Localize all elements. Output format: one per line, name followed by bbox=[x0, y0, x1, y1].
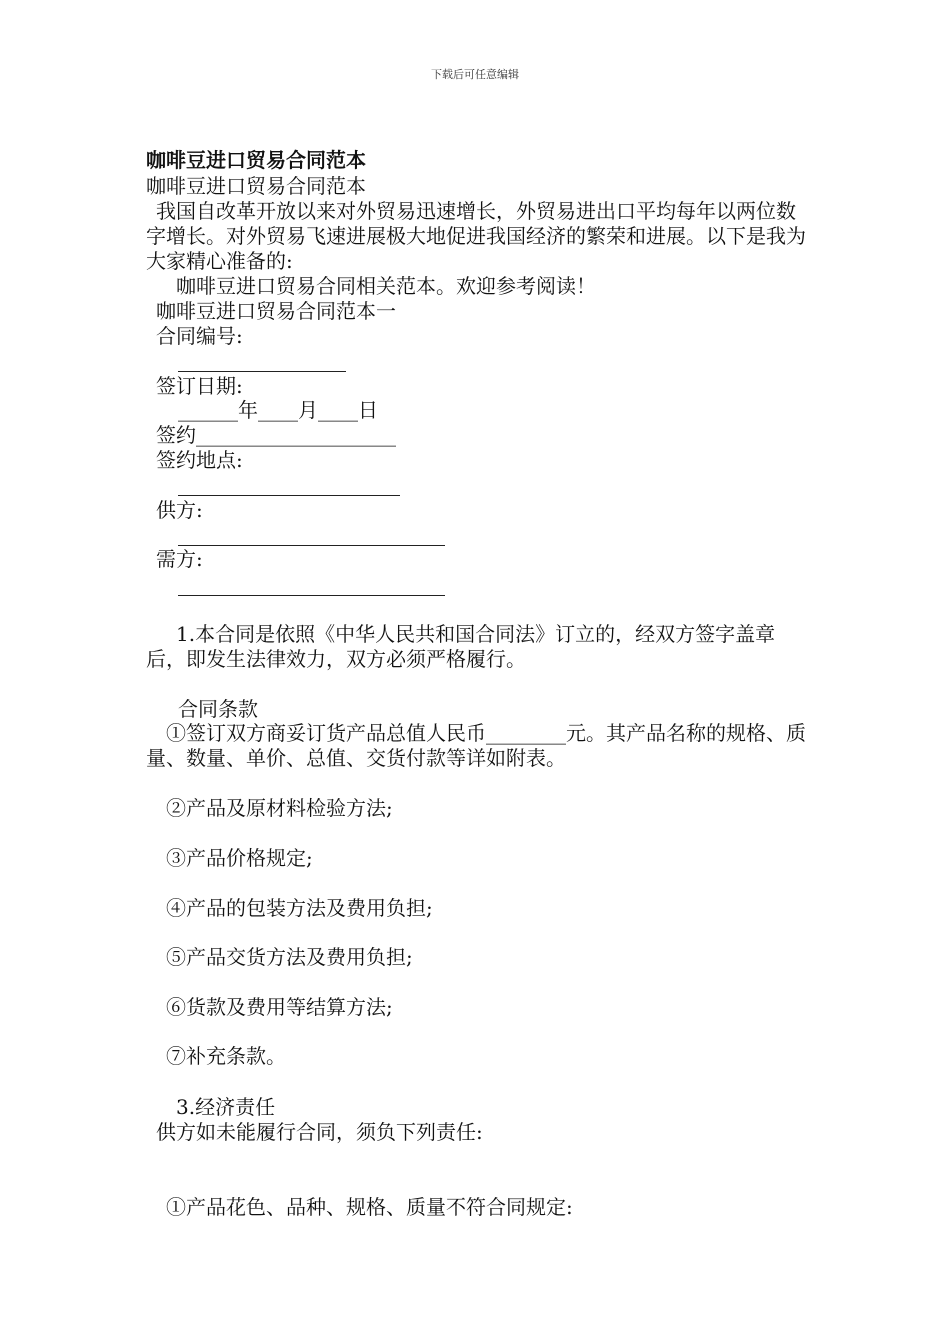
page-header-note: 下载后可任意编辑 bbox=[431, 68, 519, 81]
document-title: 咖啡豆进口贸易合同范本 bbox=[146, 148, 366, 172]
duty-1: ①产品花色、品种、规格、质量不符合同规定: bbox=[166, 1195, 573, 1219]
supplier-duty: 供方如未能履行合同，须负下列责任: bbox=[156, 1120, 483, 1144]
sign-place-label: 签约地点: bbox=[156, 448, 243, 472]
date-fill-line: ______年____月____日 bbox=[178, 398, 378, 422]
term-7: ⑦补充条款。 bbox=[166, 1044, 286, 1068]
section-3-heading: 3.经济责任 bbox=[176, 1095, 276, 1119]
contract-number-label: 合同编号: bbox=[156, 324, 243, 348]
supplier-line bbox=[178, 545, 445, 546]
terms-heading: 合同条款 bbox=[178, 697, 258, 721]
supplier-label: 供方: bbox=[156, 498, 203, 522]
document-subtitle: 咖啡豆进口贸易合同范本 bbox=[146, 174, 366, 198]
sign-label: 签约____________________ bbox=[156, 423, 396, 447]
contract-number-line bbox=[178, 371, 346, 372]
term-2: ②产品及原材料检验方法; bbox=[166, 796, 393, 820]
term-6: ⑥货款及费用等结算方法; bbox=[166, 995, 393, 1019]
sign-place-line bbox=[178, 495, 400, 496]
buyer-line bbox=[178, 595, 445, 596]
term-1-paragraph: ①签订双方商妥订货产品总值人民币________元。其产品名称的规格、质量、数量、单价、总值、交货付款等详如附表。 bbox=[146, 721, 806, 770]
section-title-1: 咖啡豆进口贸易合同范本一 bbox=[156, 299, 396, 323]
term-4: ④产品的包装方法及费用负担; bbox=[166, 896, 433, 920]
sign-date-label: 签订日期: bbox=[156, 374, 243, 398]
term-5: ⑤产品交货方法及费用负担; bbox=[166, 945, 413, 969]
intro-paragraph: 我国自改革开放以来对外贸易迅速增长，外贸易进出口平均每年以两位数字增长。对外贸易飞速进展极大地促进我国经济的繁荣和进展。以下是我为大家精心准备的: bbox=[146, 199, 806, 273]
buyer-label: 需方: bbox=[156, 547, 203, 571]
intro-continuation: 咖啡豆进口贸易合同相关范本。欢迎参考阅读！ bbox=[176, 274, 596, 298]
clause-1-paragraph: 1.本合同是依照《中华人民共和国合同法》订立的，经双方签字盖章后，即发生法律效力，双方必须严格履行。 bbox=[146, 622, 776, 671]
term-3: ③产品价格规定; bbox=[166, 846, 313, 870]
